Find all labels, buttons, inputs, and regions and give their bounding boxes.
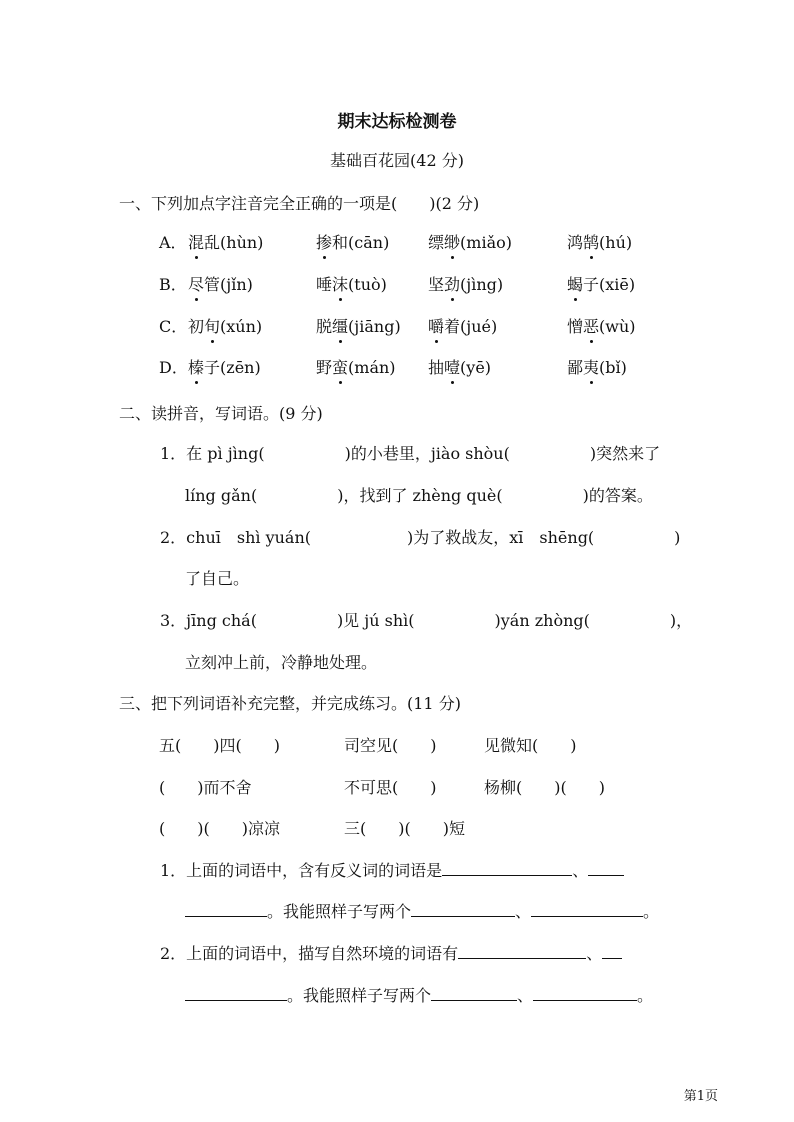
word-suffix-pinyin: 和(cān) [332,233,390,252]
dotted-character: 蝎 [567,272,583,295]
word-prefix: 唾 [316,275,333,294]
answer-blank[interactable] [431,984,517,1001]
dotted-character: 劲 [444,272,460,295]
word-prefix: 坚 [428,275,445,294]
dotted-character: 榛 [188,355,204,378]
word-prefix: 野 [316,358,333,377]
question-2-line-2: líng gǎn( )，找到了 zhèng què( )的答案。 [185,486,653,505]
dotted-character: 嚼 [428,314,444,337]
dotted-character: 恶 [583,314,599,337]
question-3-sub-2 [160,941,622,964]
dotted-character: 夷 [583,355,599,378]
word-suffix-pinyin: (jiāng) [348,317,401,336]
dotted-character: 沫 [332,272,348,295]
page-title: 期末达标检测卷 [337,112,457,132]
question-2-line-3: 2．chuī shì yuán( )为了救战友，xī shēng( ) [160,528,681,547]
option-word [316,314,401,337]
dotted-character: 缈 [444,230,460,253]
word-prefix: 缥 [428,233,445,252]
word-suffix-pinyin: 乱(hùn) [204,233,264,252]
section-subtitle: 基础百花园(42 分) [330,151,464,170]
word-suffix-pinyin: (yē) [460,358,492,377]
separator: 、 [515,902,532,921]
period: 。 [643,902,660,921]
option-word [188,355,261,378]
question-3-sub-1-text-2: 。我能照样子写两个 [267,902,412,921]
answer-blank[interactable] [185,984,287,1001]
option-label[interactable]: A． [159,233,187,252]
word-suffix-pinyin: (hú) [599,233,633,252]
separator: 、 [586,944,603,963]
answer-blank[interactable] [602,942,622,959]
question-2-line-6: 立刻冲上前，冷静地处理。 [185,653,378,672]
word-suffix-pinyin: 管(jǐn) [204,275,253,294]
option-label[interactable]: C． [159,317,188,336]
dotted-character: 混 [188,230,204,253]
page-number: 第1页 [683,1089,718,1104]
word-prefix: 初 [188,317,205,336]
word-suffix-pinyin: 子(zēn) [204,358,261,377]
question-2-line-1: 1．在 pì jìng( )的小巷里，jiào shòu( )突然来了 [160,444,661,463]
option-word [316,355,396,378]
word-prefix: 鸿 [567,233,584,252]
option-word [428,314,497,337]
dotted-character: 蛮 [332,355,348,378]
option-word [428,230,512,253]
separator: 、 [572,861,589,880]
dotted-character: 缰 [332,314,348,337]
question-2-line-5: 3．jīng chá( )见 jú shì( )yán zhòng( )， [160,611,693,630]
idiom-cell: 三( )( )短 [344,819,465,838]
idiom-cell: 见微知( ) [484,736,577,755]
question-3-stem: 三、把下列词语补充完整，并完成练习。(11 分) [119,694,461,713]
answer-blank[interactable] [442,859,572,876]
dotted-character: 噎 [444,355,460,378]
answer-blank[interactable] [588,859,624,876]
option-word [188,314,262,337]
idiom-cell: ( )( )凉凉 [159,819,280,838]
idiom-cell: 司空见( ) [344,736,437,755]
answer-blank[interactable] [533,984,637,1001]
word-prefix: 鄙 [567,358,584,377]
option-word [567,355,627,378]
option-word [188,272,253,295]
option-word [567,314,636,337]
option-word [316,272,387,295]
word-prefix: 抽 [428,358,445,377]
option-label[interactable]: D． [159,358,188,377]
question-3-sub-1 [160,858,624,881]
word-suffix-pinyin: (jìng) [460,275,504,294]
word-suffix-pinyin: (miǎo) [460,233,512,252]
word-suffix-pinyin: 子(xiē) [583,275,636,294]
separator: 、 [517,986,534,1005]
dotted-character: 尽 [188,272,204,295]
option-word [567,272,635,295]
question-3-sub-1-text: 1．上面的词语中，含有反义词的词语是 [160,861,443,880]
question-3-sub-2-text: 2．上面的词语中，描写自然环境的词语有 [160,944,459,963]
word-suffix-pinyin: (wù) [599,317,636,336]
word-prefix: 脱 [316,317,333,336]
idiom-cell: 五( )四( ) [159,736,280,755]
word-suffix-pinyin: (mán) [348,358,396,377]
question-3-sub-1-cont [185,899,659,922]
question-3-sub-2-cont [185,983,653,1006]
option-label[interactable]: B． [159,275,187,294]
idiom-cell: 不可思( ) [344,778,437,797]
answer-blank[interactable] [185,900,267,917]
dotted-character: 旬 [204,314,220,337]
answer-blank[interactable] [458,942,586,959]
option-word [316,230,389,253]
question-3-sub-2-text-2: 。我能照样子写两个 [287,986,432,1005]
option-word [428,355,491,378]
word-suffix-pinyin: (bǐ) [599,358,627,377]
option-word [188,230,263,253]
answer-blank[interactable] [531,900,643,917]
question-1-stem: 一、下列加点字注音完全正确的一项是( )(2 分) [119,194,480,213]
idiom-cell: 杨柳( )( ) [484,778,605,797]
idiom-cell: ( )而不舍 [159,778,252,797]
question-2-stem: 二、读拼音，写词语。(9 分) [119,404,323,423]
word-prefix: 憎 [567,317,584,336]
word-suffix-pinyin: (tuò) [348,275,387,294]
dotted-character: 鹄 [583,230,599,253]
option-word [428,272,503,295]
dotted-character: 掺 [316,230,332,253]
word-suffix-pinyin: 着(jué) [444,317,498,336]
option-word [567,230,632,253]
period: 。 [637,986,654,1005]
question-2-line-4: 了自己。 [185,569,250,588]
word-suffix-pinyin: (xún) [220,317,263,336]
answer-blank[interactable] [411,900,515,917]
